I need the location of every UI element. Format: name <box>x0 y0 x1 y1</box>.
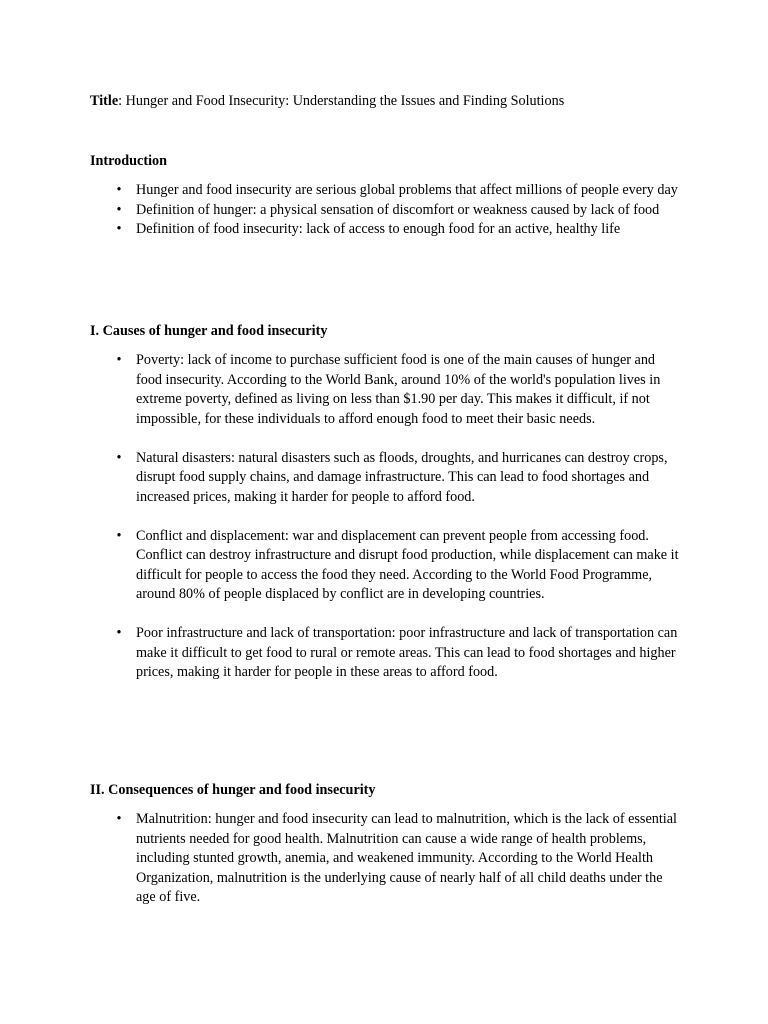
list-item <box>112 527 682 605</box>
consequences-heading: II. Consequences of hunger and food insecurity <box>90 782 376 798</box>
list-item <box>112 220 682 240</box>
causes-heading: I. Causes of hunger and food insecurity <box>90 323 328 339</box>
bullet-icon: • <box>116 352 122 368</box>
list-item <box>112 201 682 221</box>
list-item-text: Conflict and displacement: war and displacement can prevent people from accessing food. Conflict can destroy infrastructure and disrupt food production, while displacement can make it difficult for people to access the food they need. According to the World Food Programme, around 80% of people displaced by conflict are in developing countries. <box>136 527 679 602</box>
bullet-icon: • <box>116 201 122 218</box>
bullet-icon: • <box>116 811 122 827</box>
introduction-list <box>112 181 682 240</box>
list-item-text: Malnutrition: hunger and food insecurity can lead to malnutrition, which is the lack of essential nutrients needed for good health. Malnutrition can cause a wide range of health problems, including stunted growth, anemia, and weakened immunity. According to the World Health Organization, malnutrition is the underlying cause of nearly half of all child deaths under the age of five. <box>136 811 677 905</box>
title-separator: : <box>118 93 126 109</box>
list-item <box>112 351 682 429</box>
list-item-text: Poor infrastructure and lack of transportation: poor infrastructure and lack of transportation can make it difficult to get food to rural or remote areas. This can lead to food shortages and higher prices, making it harder for people in these areas to afford food. <box>136 625 678 680</box>
causes-list <box>112 351 682 702</box>
title-text: Hunger and Food Insecurity: Understanding the Issues and Finding Solutions <box>125 93 565 109</box>
bullet-icon: • <box>116 527 122 544</box>
list-item <box>112 810 682 908</box>
list-item-text: Poverty: lack of income to purchase sufficient food is one of the main causes of hunger and food insecurity. According to the World Bank, around 10% of the world's population lives in extreme poverty, defined as living on less than $1.90 per day. This makes it difficult, if not impossible, for these individuals to afford enough food to meet their basic needs. <box>136 352 661 427</box>
document-title <box>90 92 564 112</box>
list-item <box>112 624 682 683</box>
introduction-heading: Introduction <box>90 153 167 169</box>
list-item <box>112 449 682 508</box>
list-item <box>112 181 682 201</box>
bullet-icon: • <box>116 182 122 198</box>
list-item-text: Definition of hunger: a physical sensation of discomfort or weakness caused by lack of food <box>136 201 660 218</box>
consequences-list <box>112 810 682 908</box>
list-item-text: Natural disasters: natural disasters such as floods, droughts, and hurricanes can destroy crops, disrupt food supply chains, and damage infrastructure. This can lead to food shortages and increased prices, making it harder for people to afford food. <box>136 449 668 505</box>
list-item-text: Hunger and food insecurity are serious global problems that affect millions of people every day <box>136 182 678 198</box>
bullet-icon: • <box>116 221 122 237</box>
list-item-text: Definition of food insecurity: lack of access to enough food for an active, healthy life <box>136 221 621 237</box>
bullet-icon: • <box>116 449 122 466</box>
title-label: Title <box>90 93 119 109</box>
bullet-icon: • <box>116 625 122 641</box>
